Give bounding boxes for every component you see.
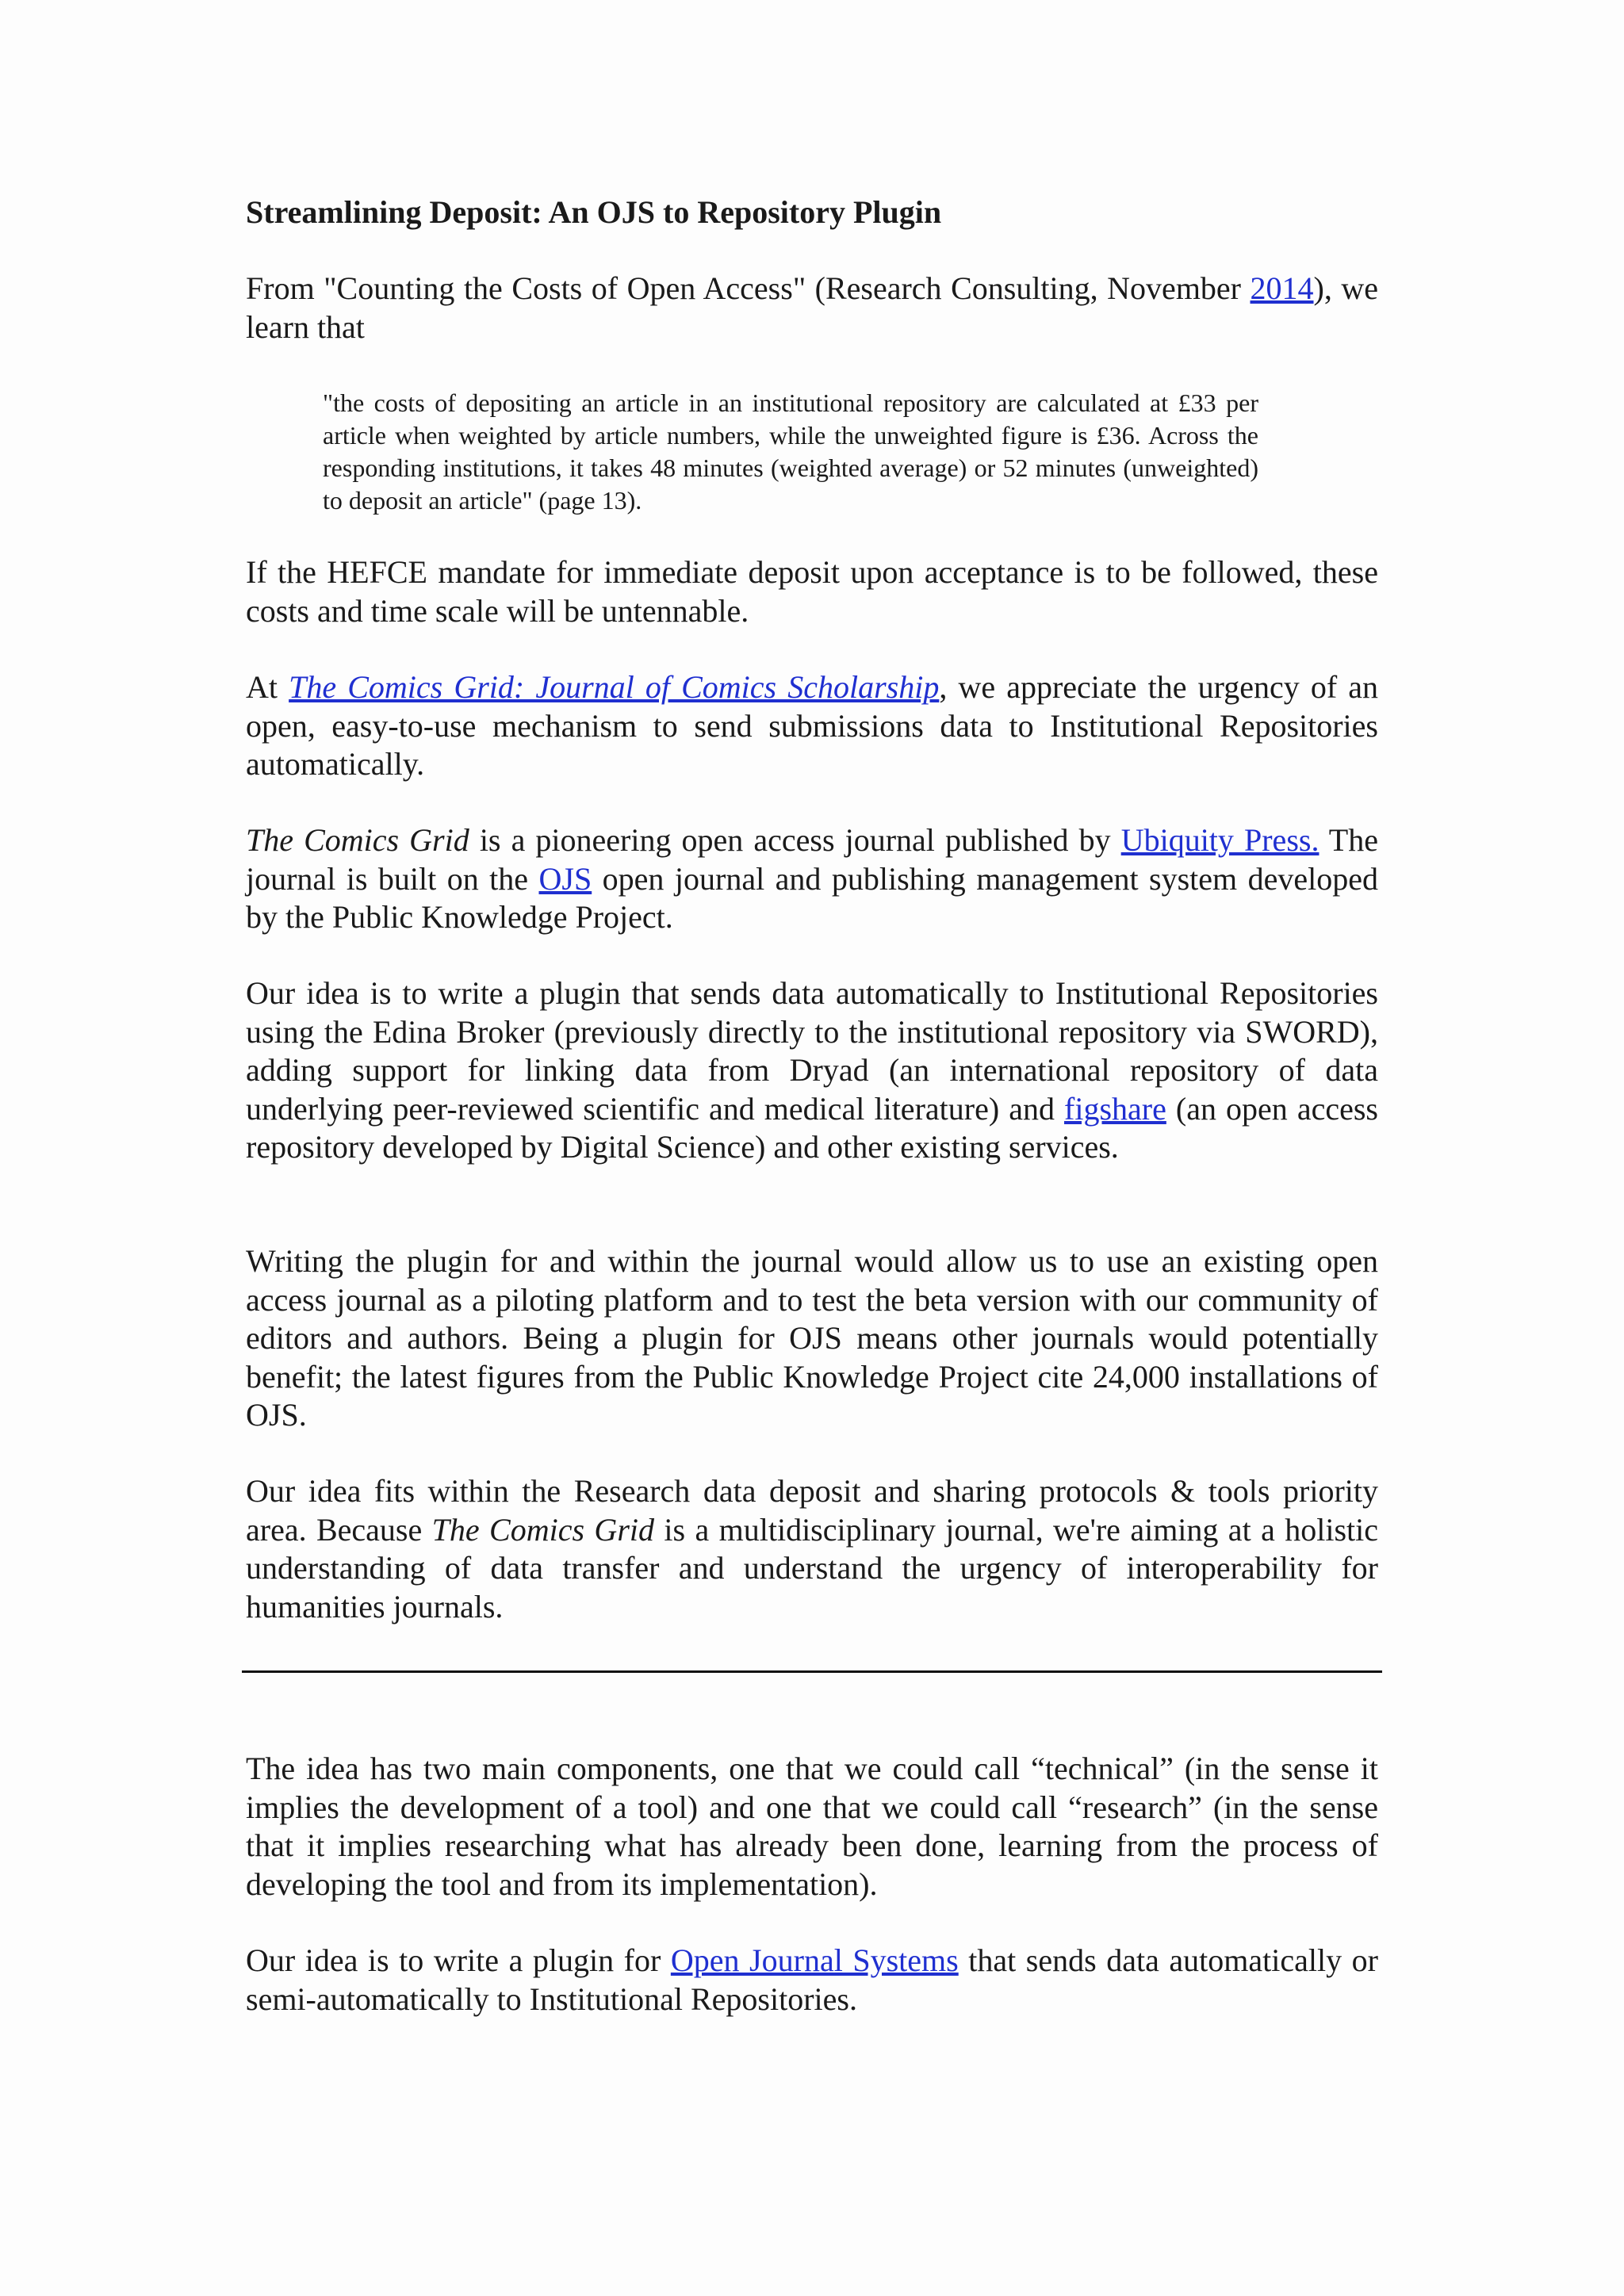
figshare-link[interactable]: figshare (1064, 1090, 1166, 1127)
open-journal-systems-link[interactable]: Open Journal Systems (670, 1942, 959, 1978)
hefce-paragraph: If the HEFCE mandate for immediate deposit upon acceptance is to be followed, these costs and time scale will be untennable. (246, 554, 1378, 629)
ojs-link[interactable]: OJS (538, 860, 592, 897)
intro-paragraph: From "Counting the Costs of Open Access" (Research Consulting, November 2014), we learn that (246, 270, 1378, 345)
idea-paragraph: Our idea is to write a plugin that sends data automatically to Institutional Repositories using the Edina Broker (previously directly to the institutional repository via SWORD), adding support for linking data from Dryad (an international repository of data underlying peer-reviewed scientific and medical literature) and figshare (an open access repository developed by Digital Science) and other existing services. (246, 975, 1378, 1165)
horizontal-rule (242, 1670, 1382, 1673)
publisher-paragraph: The Comics Grid is a pioneering open access journal published by Ubiquity Press. The journal is built on the OJS open journal and publishing management system developed by the Public Knowledge Project. (246, 822, 1378, 935)
block-quote: "the costs of depositing an article in an institutional repository are calculated at £33 per article when weighted by article numbers, while the unweighted figure is £36. Across the responding institutions, it takes 48 minutes (weighted average) or 52 minutes (unweighted) to deposit an article" (page 13). (323, 388, 1258, 515)
priority-area-paragraph: Our idea fits within the Research data deposit and sharing protocols & tools priority area. Because The Comics Grid is a multidisciplinary journal, we're aiming at a holistic understanding of data transfer and understand the urgency of interoperability for humanities journals. (246, 1473, 1378, 1624)
writing-plugin-paragraph: Writing the plugin for and within the journal would allow us to use an existing open access journal as a piloting platform and to test the beta version with our community of editors and authors. Being a plugin for OJS means other journals would potentially benefit; the latest figures from the Public Knowledge Project cite 24,000 installations of OJS. (246, 1243, 1378, 1433)
year-2014-link[interactable]: 2014 (1250, 270, 1314, 306)
document-title: Streamlining Deposit: An OJS to Repository Plugin (246, 194, 942, 230)
ojs-plugin-paragraph: Our idea is to write a plugin for Open Journal Systems that sends data automatically or semi-automatically to Institutional Repositories. (246, 1942, 1378, 2017)
comics-grid-intro-paragraph: At The Comics Grid: Journal of Comics Scholarship, we appreciate the urgency of an open, easy-to-use mechanism to send submissions data to Institutional Repositories automatically. (246, 669, 1379, 782)
components-paragraph: The idea has two main components, one that we could call “technical” (in the sense it implies the development of a tool) and one that we could call “research” (in the sense that it implies researching what has already been done, learning from the process of developing the tool and from its implementation). (246, 1751, 1378, 1902)
comics-grid-journal-link[interactable]: The Comics Grid: Journal of Comics Scholarship (289, 669, 940, 705)
ubiquity-press-link[interactable]: Ubiquity Press. (1120, 822, 1320, 858)
